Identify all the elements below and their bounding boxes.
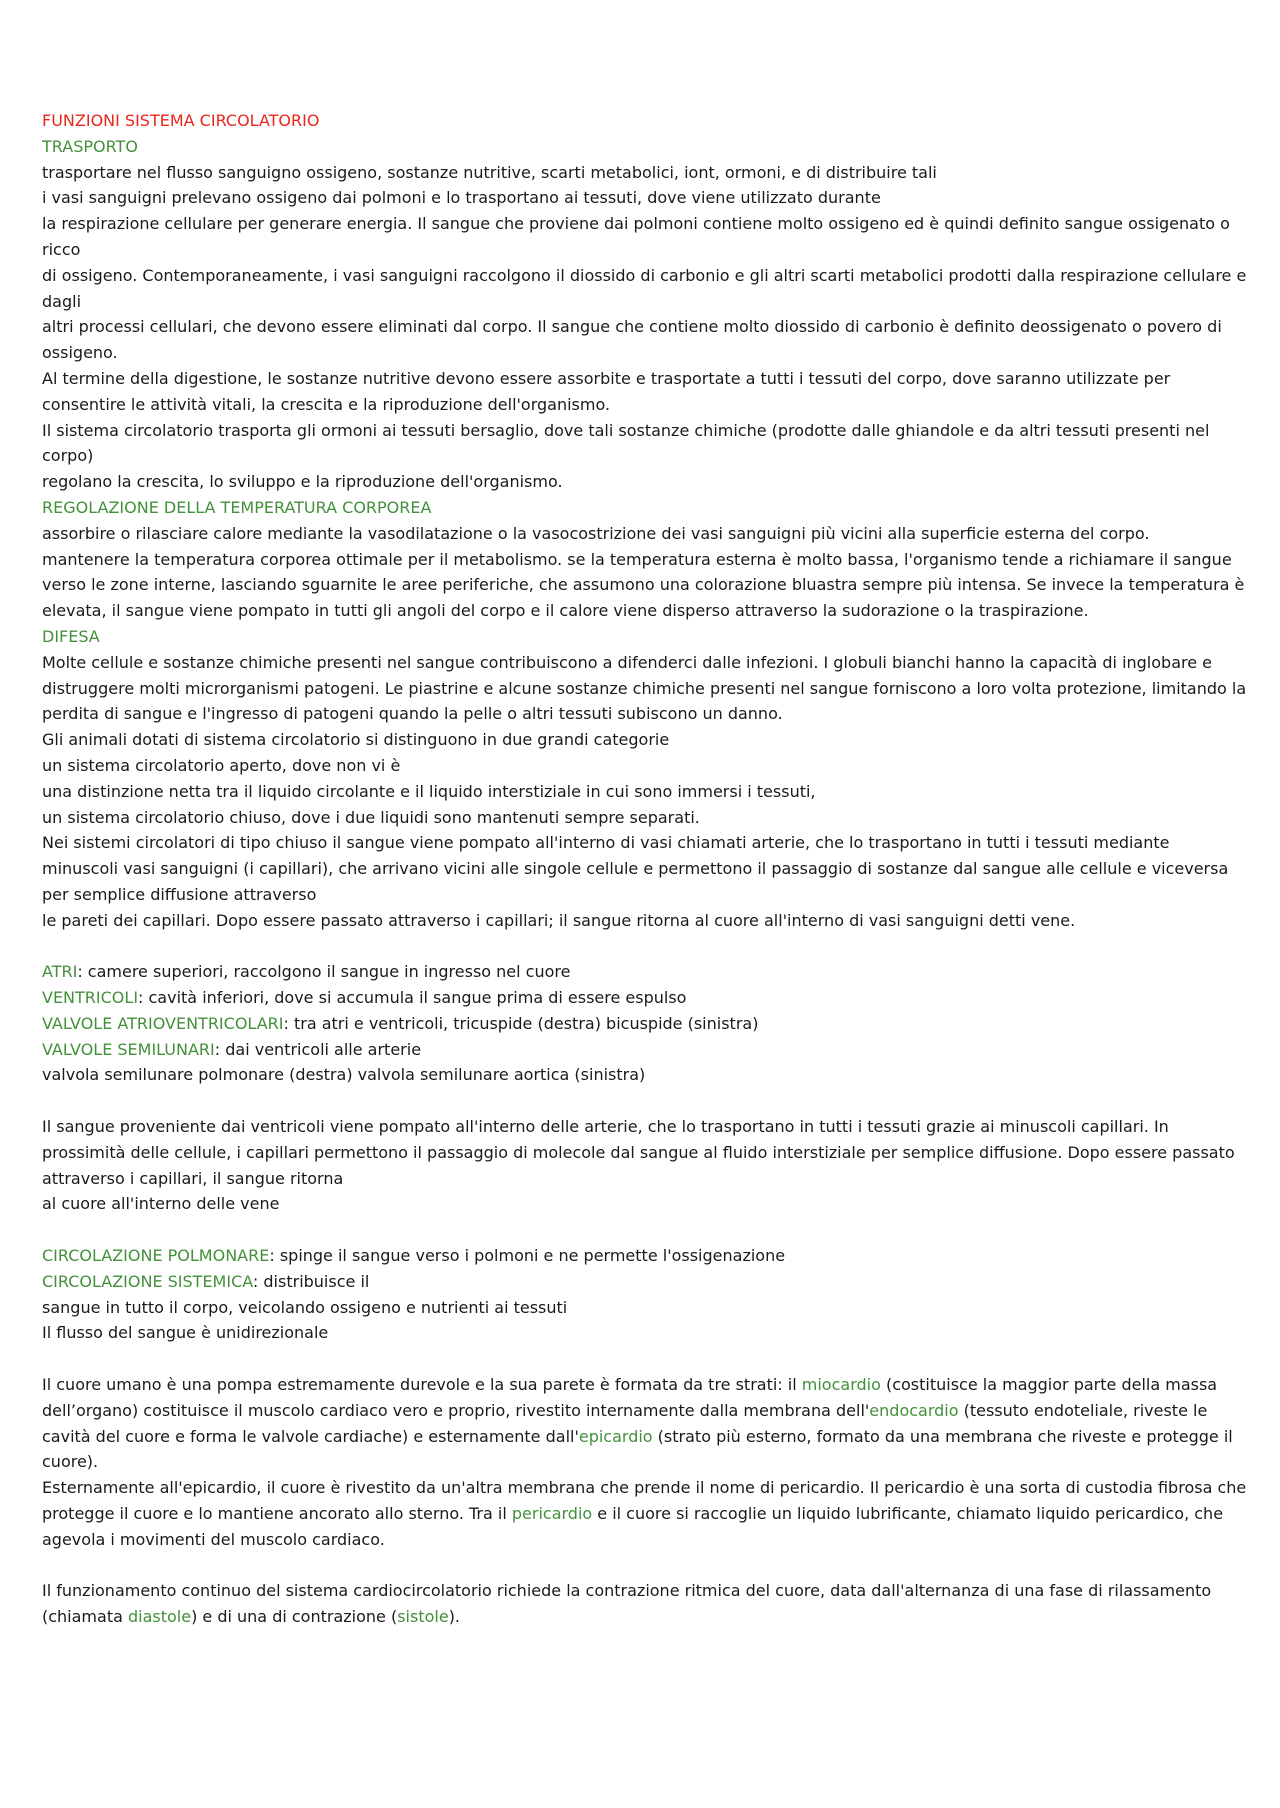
term-line-sistemica — [42, 1269, 1247, 1295]
term-line-polmonare — [42, 1243, 1247, 1269]
term-circolazione-sistemica: CIRCOLAZIONE SISTEMICA — [42, 1271, 253, 1291]
paragraph-line: i vasi sanguigni prelevano ossigeno dai polmoni e lo trasportano ai tessuti, dove viene utilizzato durante — [42, 188, 881, 208]
paragraph-line: le pareti dei capillari. Dopo essere passato attraverso i capillari; il sangue ritorna al cuore all'interno di vasi sanguigni detti vene. — [42, 910, 1076, 930]
blank-line — [42, 1553, 1247, 1579]
paragraph-funzionamento — [42, 1578, 1247, 1630]
text-run: Il funzionamento continuo del sistema cardiocircolatorio richiede la contrazione ritmica del cuore, data dall'alternanza di una fase di rilassamento (chiamata — [42, 1581, 1212, 1627]
term-desc: : dai ventricoli alle arterie — [214, 1039, 422, 1059]
text-run: (strato più esterno, formato da una membrana che riveste e protegge il cuore). — [42, 1426, 1233, 1472]
term-line-atri — [42, 959, 1247, 985]
term-desc: : distribuisce il — [252, 1271, 370, 1291]
paragraph-line: Il sangue proveniente dai ventricoli viene pompato all'interno delle arterie, che lo trasportano in tutti i tessuti grazie ai minuscoli capillari. In prossimità delle cellule, i capillari permettono il passaggio di molecole dal sangue al fluido interstiziale per semplice diffusione. Dopo essere passato attraverso i capillari, il sangue ritorna — [42, 1117, 1235, 1188]
paragraph-line: Molte cellule e sostanze chimiche presenti nel sangue contribuiscono a difenderci dalle infezioni. I globuli bianchi hanno la capacità di inglobare e distruggere molti microrganismi patogeni. Le piastrine e alcune sostanze chimiche presenti nel sangue forniscono a loro volta protezione, limitando la perdita di sangue e l'ingresso di patogeni quando la pelle o altri tessuti subiscono un danno. — [42, 652, 1247, 724]
term-desc: : cavità inferiori, dove si accumula il sangue prima di essere espulso — [138, 988, 687, 1008]
term-epicardio: epicardio — [578, 1426, 653, 1446]
blank-line — [42, 1217, 1247, 1243]
paragraph-line: regolano la crescita, lo sviluppo e la riproduzione dell'organismo. — [42, 472, 563, 492]
term-desc: : spinge il sangue verso i polmoni e ne permette l'ossigenazione — [269, 1246, 786, 1266]
paragraph-line: Il flusso del sangue è unidirezionale — [42, 1323, 329, 1343]
text-run: Esternamente all'epicardio, il cuore è rivestito da un'altra membrana che prende il nome di pericardio. Il pericardio è una sorta di custodia fibrosa che protegge il cuore e lo mantiene ancorato allo sterno. Tra il — [42, 1478, 1247, 1524]
paragraph-line: sangue in tutto il corpo, veicolando ossigeno e nutrienti ai tessuti — [42, 1297, 568, 1317]
term-ventricoli: VENTRICOLI — [42, 988, 139, 1008]
text-run: (costituisce la maggior parte della massa dell’organo) costituisce il muscolo cardiaco vero e proprio, rivestito internamente dalla membrana dell' — [42, 1375, 1218, 1420]
term-endocardio: endocardio — [869, 1400, 959, 1420]
text-run: (tessuto endoteliale, riveste le cavità del cuore e forma le valvole cardiache) e esternamente dall' — [42, 1400, 1208, 1446]
text-run: Il cuore umano è una pompa estremamente durevole e la sua parete è formata da tre strati: il — [42, 1375, 802, 1395]
paragraph-line: al cuore all'interno delle vene — [42, 1194, 280, 1214]
page-title: FUNZIONI SISTEMA CIRCOLATORIO — [42, 111, 320, 130]
blank-line — [42, 1346, 1247, 1372]
paragraph-line: valvola semilunare polmonare (destra) valvola semilunare aortica (sinistra) — [42, 1065, 646, 1085]
paragraph-line: una distinzione netta tra il liquido circolante e il liquido interstiziale in cui sono immersi i tessuti, — [42, 781, 816, 801]
paragraph-line: la respirazione cellulare per generare energia. Il sangue che proviene dai polmoni contiene molto ossigeno ed è quindi definito sangue ossigenato o ricco — [42, 214, 1230, 259]
term-valvole-atrioventricolari: VALVOLE ATRIOVENTRICOLARI — [42, 1013, 284, 1033]
document-body — [42, 108, 1247, 1630]
text-run: e il cuore si raccoglie un liquido lubrificante, chiamato liquido pericardico, che agevola i movimenti del muscolo cardiaco. — [42, 1504, 1224, 1549]
term-desc: : tra atri e ventricoli, tricuspide (destra) bicuspide (sinistra) — [283, 1013, 759, 1033]
paragraph-pericardio — [42, 1475, 1247, 1552]
paragraph-line: assorbire o rilasciare calore mediante la vasodilatazione o la vasocostrizione dei vasi sanguigni più vicini alla superficie esterna del corpo. — [42, 523, 1150, 543]
paragraph-line: Al termine della digestione, le sostanze nutritive devono essere assorbite e trasportate a tutti i tessuti del corpo, dove saranno utilizzate per consentire le attività vitali, la crescita e la riproduzione dell'organismo. — [42, 368, 1171, 414]
paragraph-line: Gli animali dotati di sistema circolatorio si distinguono in due grandi categorie — [42, 730, 670, 750]
paragraph-line: un sistema circolatorio aperto, dove non vi è — [42, 755, 401, 775]
term-line-ventricoli — [42, 985, 1247, 1011]
heading-difesa: DIFESA — [42, 626, 100, 646]
term-pericardio: pericardio — [511, 1504, 593, 1524]
heading-regolazione: REGOLAZIONE DELLA TEMPERATURA CORPOREA — [42, 497, 432, 517]
term-line-valvole-sl — [42, 1037, 1247, 1063]
paragraph-line: Nei sistemi circolatori di tipo chiuso il sangue viene pompato all'interno di vasi chiamati arterie, che lo trasportano in tutti i tessuti mediante minuscoli vasi sanguigni (i capillari), che arrivano vicini alle singole cellule e permettono il passaggio di sostanze dal sangue alle cellule e viceversa per semplice diffusione attraverso — [42, 833, 1229, 904]
paragraph-line: trasportare nel flusso sanguigno ossigeno, sostanze nutritive, scarti metabolici, iont, ormoni, e di distribuire tali — [42, 162, 937, 182]
term-line-valvole-av — [42, 1011, 1247, 1037]
paragraph-line: altri processi cellulari, che devono essere eliminati dal corpo. Il sangue che contiene molto diossido di carbonio è definito deossigenato o povero di ossigeno. — [42, 317, 1222, 363]
term-sistole: sistole — [397, 1607, 449, 1627]
term-desc: : camere superiori, raccolgono il sangue in ingresso nel cuore — [77, 962, 571, 982]
blank-line — [42, 934, 1247, 960]
paragraph-strati — [42, 1372, 1247, 1475]
term-diastole: diastole — [127, 1607, 192, 1627]
paragraph-line: Il sistema circolatorio trasporta gli ormoni ai tessuti bersaglio, dove tali sostanze chimiche (prodotte dalle ghiandole e da altri tessuti presenti nel corpo) — [42, 420, 1210, 466]
term-atri: ATRI — [42, 962, 78, 982]
text-run: ). — [448, 1607, 461, 1627]
paragraph-line: un sistema circolatorio chiuso, dove i due liquidi sono mantenuti sempre separati. — [42, 807, 700, 827]
heading-trasporto: TRASPORTO — [42, 136, 138, 156]
term-valvole-semilunari: VALVOLE SEMILUNARI — [42, 1039, 215, 1059]
text-run: ) e di una di contrazione ( — [191, 1607, 398, 1627]
paragraph-line: mantenere la temperatura corporea ottimale per il metabolismo. se la temperatura esterna è molto bassa, l'organismo tende a richiamare il sangue verso le zone interne, lasciando sguarnite le aree periferiche, che assumono una colorazione bluastra sempre più intensa. Se invece la temperatura è elevata, il sangue viene pompato in tutti gli angoli del corpo e il calore viene disperso attraverso la sudorazione o la traspirazione. — [42, 549, 1245, 621]
paragraph-line: di ossigeno. Contemporaneamente, i vasi sanguigni raccolgono il diossido di carbonio e gli altri scarti metabolici prodotti dalla respirazione cellulare e dagli — [42, 265, 1247, 311]
blank-line — [42, 1088, 1247, 1114]
term-miocardio: miocardio — [801, 1375, 881, 1395]
term-circolazione-polmonare: CIRCOLAZIONE POLMONARE — [42, 1246, 270, 1266]
